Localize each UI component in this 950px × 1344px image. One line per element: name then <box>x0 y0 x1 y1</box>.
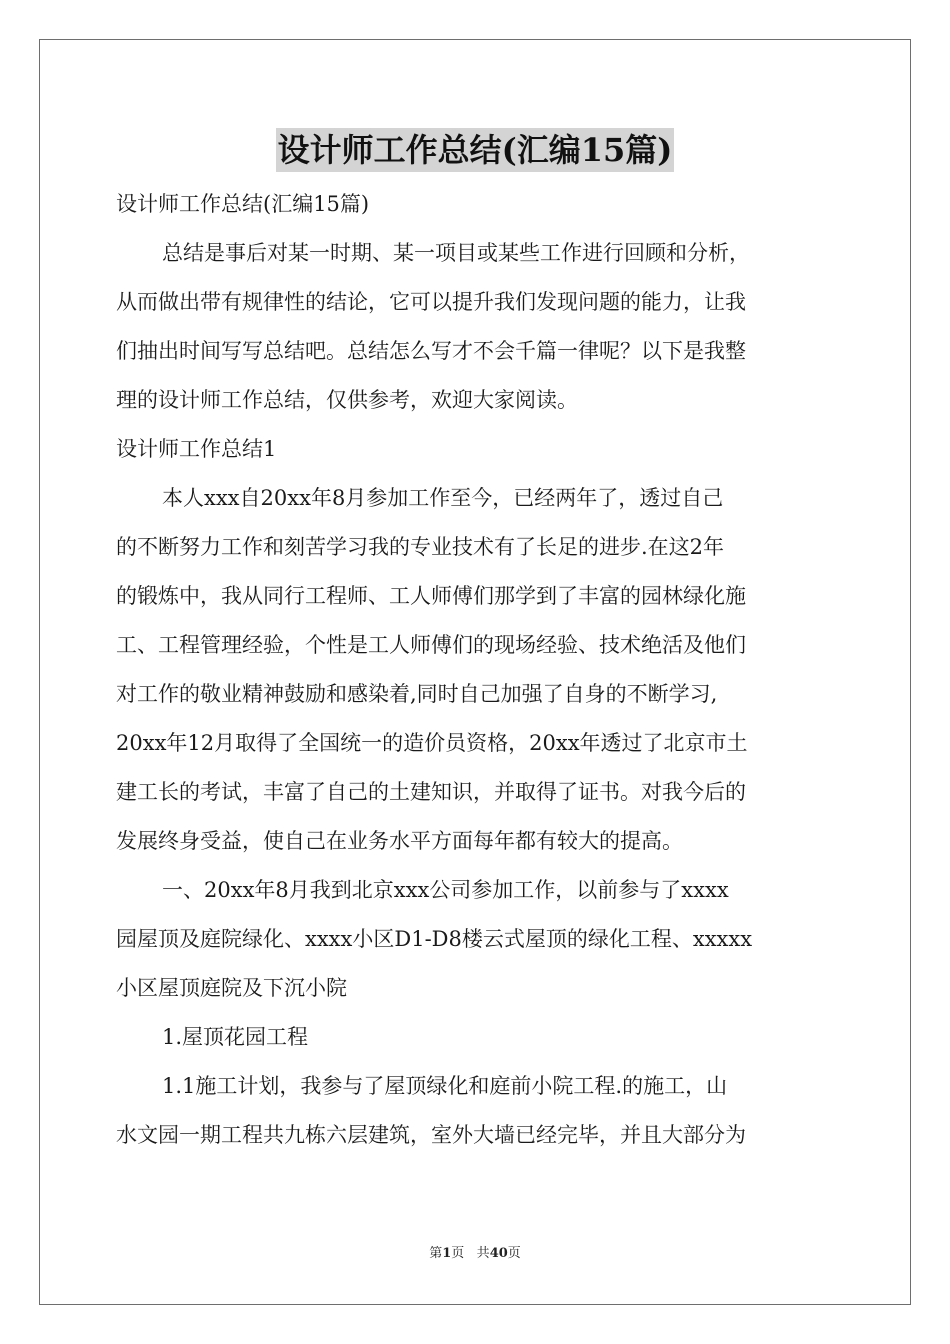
paragraph-line: 工、工程管理经验，个性是工人师傅们的现场经验、技术绝活及他们 <box>116 633 746 657</box>
footer-total-prefix: 共 <box>476 1246 490 1261</box>
intro-line: 理的设计师工作总结，仅供参考，欢迎大家阅读。 <box>116 388 578 412</box>
paragraph-line: 的锻炼中，我从同行工程师、工人师傅们那学到了丰富的园林绿化施 <box>116 584 746 608</box>
paragraph-line: 20xx年12月取得了全国统一的造价员资格，20xx年透过了北京市土 <box>116 731 748 755</box>
point-line: 一、20xx年8月我到北京xxx公司参加工作，以前参与了xxxx <box>162 878 729 902</box>
paragraph-line: 建工长的考试，丰富了自己的土建知识，并取得了证书。对我今后的 <box>116 780 746 804</box>
point-line: 园屋顶及庭院绿化、xxxx小区D1-D8楼云式屋顶的绿化工程、xxxxx <box>116 927 753 951</box>
point-line: 小区屋顶庭院及下沉小院 <box>116 976 347 1000</box>
document-subtitle: 设计师工作总结(汇编15篇) <box>116 192 370 216</box>
intro-line: 总结是事后对某一时期、某一项目或某些工作进行回顾和分析， <box>162 241 750 265</box>
paragraph-line: 发展终身受益，使自己在业务水平方面每年都有较大的提高。 <box>116 829 683 853</box>
footer-total-pages: 40 <box>489 1246 508 1261</box>
paragraph-line: 对工作的敬业精神鼓励和感染着,同时自己加强了自身的不断学习, <box>116 682 718 706</box>
section-heading: 设计师工作总结1 <box>116 437 277 461</box>
document-title: 设计师工作总结(汇编15篇) <box>276 128 675 172</box>
footer-page-number: 1 <box>442 1246 452 1261</box>
intro-line: 从而做出带有规律性的结论，它可以提升我们发现问题的能力，让我 <box>116 290 746 314</box>
footer-page-suffix: 页 <box>451 1246 465 1261</box>
paragraph-line: 本人xxx自20xx年8月参加工作至今，已经两年了，透过自己 <box>162 486 724 510</box>
title-container <box>0 128 950 172</box>
document-body <box>116 180 838 1160</box>
intro-line: 们抽出时间写写总结吧。总结怎么写才不会千篇一律呢？以下是我整 <box>116 339 746 363</box>
item-line: 水文园一期工程共九栋六层建筑，室外大墙已经完毕，并且大部分为 <box>116 1123 746 1147</box>
item-heading: 1.屋顶花园工程 <box>162 1025 309 1049</box>
page-footer <box>0 1245 950 1263</box>
item-line: 1.1施工计划，我参与了屋顶绿化和庭前小院工程.的施工，山 <box>162 1074 728 1098</box>
footer-page-prefix: 第 <box>429 1246 443 1261</box>
paragraph-line: 的不断努力工作和刻苦学习我的专业技术有了长足的进步.在这2年 <box>116 535 725 559</box>
footer-total-suffix: 页 <box>507 1246 521 1261</box>
